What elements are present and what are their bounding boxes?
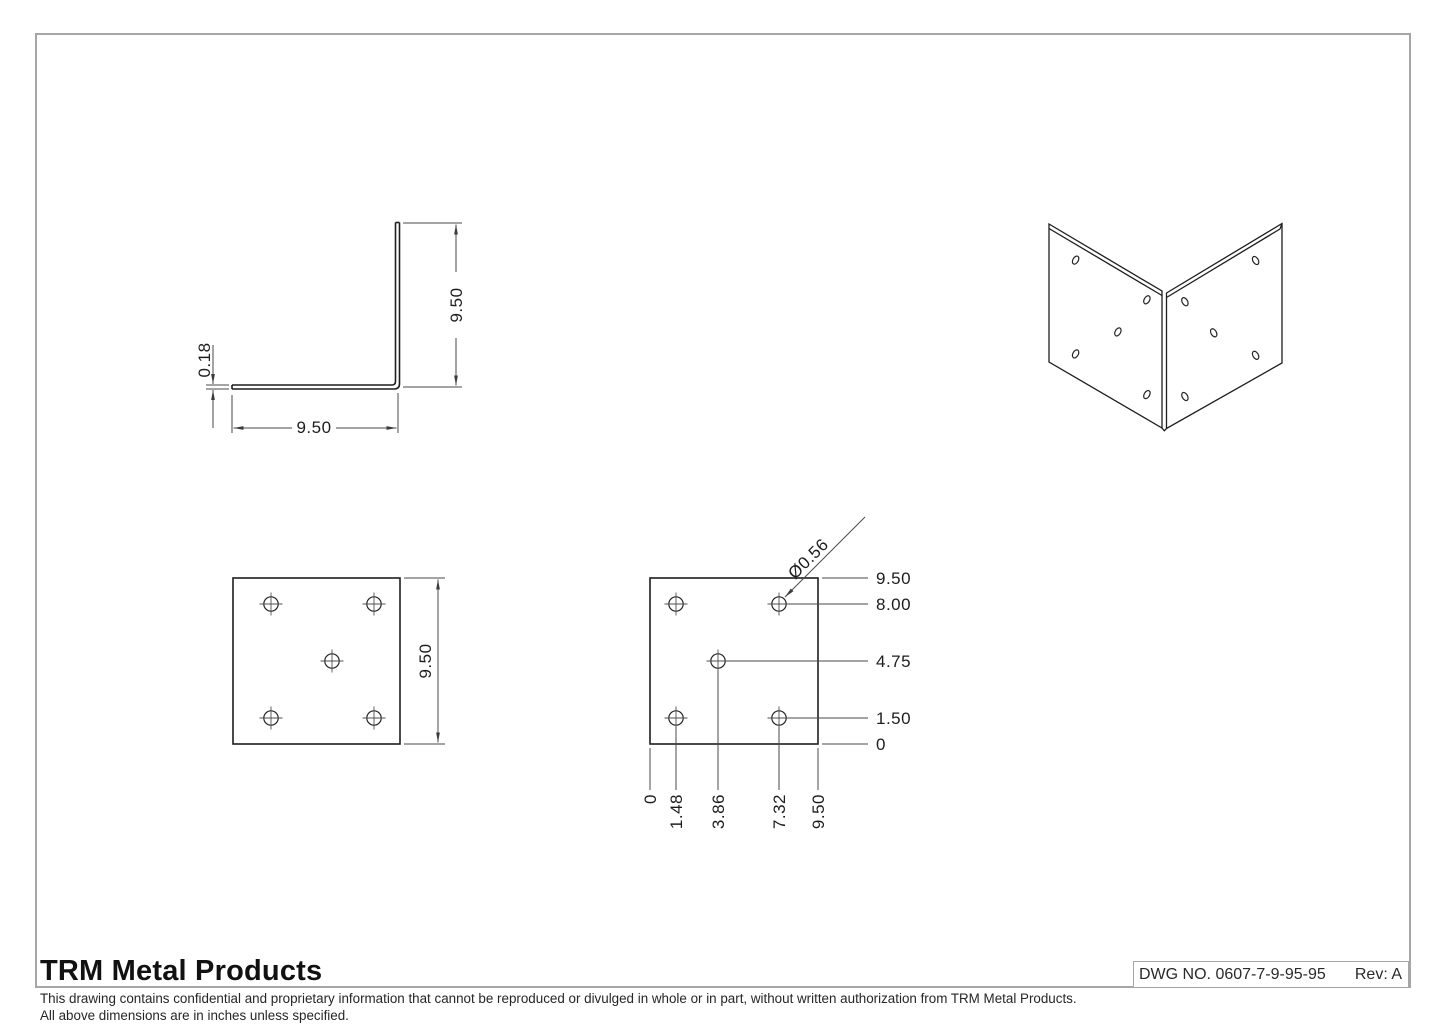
- disclaimer-line-1: This drawing contains confidential and proprietary information that cannot be reproduced or divulged in whole or in part, without written authorization from TRM Metal Products.: [40, 991, 1400, 1008]
- dwg-number: DWG NO. 0607-7-9-95-95: [1139, 966, 1326, 984]
- iso-hole: [1180, 297, 1189, 307]
- ordinate-label-y-center: 4.75: [876, 652, 911, 671]
- side-view: [232, 223, 400, 390]
- bottom-ordinate-dimensions: [641, 670, 828, 829]
- hole-marker: [321, 650, 344, 673]
- hole-marker: [768, 707, 791, 730]
- side-view-outer-edge: [232, 223, 400, 390]
- hole-marker: [363, 593, 386, 616]
- iso-right-panel: [1167, 224, 1283, 429]
- iso-hole: [1209, 328, 1218, 338]
- iso-hole: [1071, 349, 1080, 359]
- disclaimer: [40, 991, 1400, 1024]
- isometric-view: [1049, 224, 1282, 431]
- hole-marker: [260, 593, 283, 616]
- hole-marker: [707, 650, 730, 673]
- ordinate-label-y-top: 9.50: [876, 569, 911, 588]
- ordinate-label-x-holes-right: 7.32: [770, 794, 789, 829]
- side-view-dimensions: [195, 223, 466, 437]
- dim-side-height: 9.50: [447, 287, 466, 322]
- hole-marker: [665, 707, 688, 730]
- ordinate-label-x-center: 3.86: [709, 794, 728, 829]
- revision-label: Rev: A: [1355, 966, 1402, 984]
- iso-left-top-thickness-edge: [1049, 229, 1162, 296]
- dim-side-width: 9.50: [296, 418, 331, 437]
- hole-marker: [665, 593, 688, 616]
- ordinate-label-x-zero: 0: [641, 794, 660, 804]
- iso-hole: [1071, 255, 1080, 265]
- ordinate-label-x-holes-left: 1.48: [667, 794, 686, 829]
- hole-marker: [363, 707, 386, 730]
- hole-diameter-callout: [784, 517, 865, 597]
- hole-marker: [768, 593, 791, 616]
- ordinate-label-y-zero: 0: [876, 735, 886, 754]
- iso-left-panel: [1049, 224, 1162, 428]
- front-view-plate: [233, 578, 400, 744]
- ordinate-label-y-holes-top: 8.00: [876, 595, 911, 614]
- iso-hole: [1142, 295, 1151, 305]
- hole-marker: [260, 707, 283, 730]
- dim-front-height: 9.50: [416, 643, 435, 678]
- ordinate-label-x-right: 9.50: [809, 794, 828, 829]
- dim-side-thickness: 0.18: [195, 342, 214, 377]
- iso-right-top-thickness-edge: [1167, 229, 1281, 298]
- dim-hole-diameter: Ø0.56: [784, 535, 832, 583]
- title-block: [1133, 961, 1409, 988]
- iso-hole: [1113, 327, 1122, 337]
- iso-hole: [1251, 255, 1260, 265]
- iso-hole: [1251, 350, 1260, 360]
- ordinate-label-y-holes-bottom: 1.50: [876, 709, 911, 728]
- iso-hole: [1180, 391, 1189, 401]
- iso-bottom-fold-tip: [1162, 428, 1167, 431]
- right-ordinate-dimensions: [727, 569, 911, 754]
- front-view-dimension: [404, 578, 445, 744]
- disclaimer-line-2: All above dimensions are in inches unless specified.: [40, 1008, 1400, 1024]
- iso-hole: [1142, 389, 1151, 399]
- side-view-inner-edge: [232, 223, 396, 386]
- company-title: TRM Metal Products: [40, 955, 322, 985]
- front-view: [233, 578, 400, 744]
